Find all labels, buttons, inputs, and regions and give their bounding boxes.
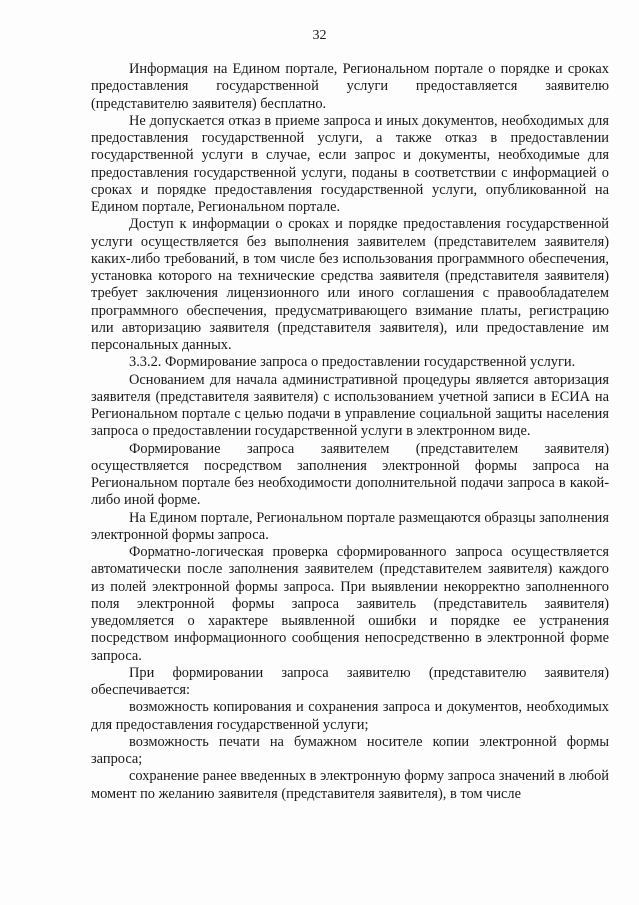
document-body [91, 61, 609, 803]
list-item-save-values: сохранение ранее введенных в электронную форму запроса значений в любой момент по желанию заявителя (представителя заявителя), в том числе [91, 768, 609, 802]
paragraph-request-formation: Формирование запроса заявителем (представителем заявителя) осуществляется посредством заполнения электронной формы запроса на Региональном портале без необходимости дополнительной подачи запроса в какой-либо иной форме. [91, 440, 609, 509]
page-number: 32 [312, 28, 327, 43]
paragraph-format-logic-check: Форматно-логическая проверка сформированного запроса осуществляется автоматически после заполнения заявителем (представителем заявителя) каждого из полей электронной формы запроса. При выявлении некорректно заполненного поля электронной формы запроса заявитель (представитель заявителя) уведомляется о характере выявленной ошибки и порядке ее устранения посредством информационного сообщения непосредственно в электронной форме запроса. [91, 544, 609, 664]
paragraph-access-to-information: Доступ к информации о сроках и порядке предоставления государственной услуги осуществляется без выполнения заявителем (представителем заявителя) каких-либо требований, в том числе без использования программного обеспечения, установка которого на технические средства заявителя (представителя заявителя) требует заключения лицензионного или иного соглашения с правообладателем программного обеспечения, предусматривающего взимание платы, регистрацию или авторизацию заявителя (представителя заявителя), или предоставление им персональных данных. [91, 216, 609, 353]
paragraph-refusal-not-allowed: Не допускается отказ в приеме запроса и иных документов, необходимых для предоставления государственной услуги, а также отказ в предоставлении государственной услуги в случае, если запрос и документы, необходимые для предоставления государственной услуги, поданы в соответствии с информацией о сроках и порядке предоставления государственной услуги, опубликованной на Едином портале, Региональном портале. [91, 112, 609, 215]
paragraph-applicant-provided: При формировании запроса заявителю (представителю заявителя) обеспечивается: [91, 664, 609, 698]
paragraph-procedure-basis: Основанием для начала административной процедуры является авторизация заявителя (представителя заявителя) с использованием учетной записи в ЕСИА на Региональном портале с целью подачи в управление социальной защиты населения запроса о предоставлении государственной услуги в электронном виде. [91, 371, 609, 440]
section-heading-3-3-2: 3.3.2. Формирование запроса о предоставлении государственной услуги. [129, 354, 576, 371]
paragraph-free-information: Информация на Едином портале, Региональном портале о порядке и сроках предоставления государственной услуги предоставляется заявителю (представителю заявителя) бесплатно. [91, 61, 609, 112]
paragraph-form-samples: На Едином портале, Региональном портале размещаются образцы заполнения электронной формы запроса. [91, 509, 609, 543]
list-item-print: возможность печати на бумажном носителе копии электронной формы запроса; [91, 733, 609, 767]
list-item-copy-save: возможность копирования и сохранения запроса и документов, необходимых для предоставления государственной услуги; [91, 699, 609, 733]
